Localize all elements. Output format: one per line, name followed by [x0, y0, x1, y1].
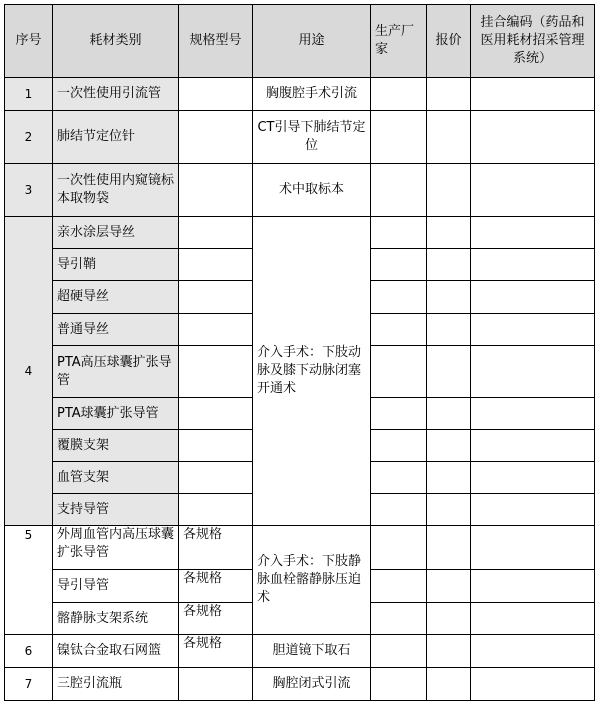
cell-maker: [371, 281, 427, 314]
cell-usage: CT引导下肺结节定位: [253, 111, 371, 164]
cell-category: 镍钛合金取石网篮: [53, 635, 179, 668]
table-row: [5, 111, 595, 164]
cell-maker: [371, 462, 427, 494]
cell-category: 肺结节定位针: [53, 111, 179, 164]
cell-category: 超硬导丝: [53, 281, 179, 314]
cell-price: [427, 494, 471, 526]
cell-category: 导引鞘: [53, 249, 179, 281]
header-price: 报价: [427, 5, 471, 78]
cell-code: [471, 668, 595, 701]
cell-code: [471, 462, 595, 494]
cell-maker: [371, 111, 427, 164]
cell-spec: [179, 281, 253, 314]
cell-category: 支持导管: [53, 494, 179, 526]
cell-maker: [371, 314, 427, 346]
cell-usage: 介入手术：下肢静脉血栓髂静脉压迫术: [253, 526, 371, 635]
cell-maker: [371, 494, 427, 526]
cell-seq: 5: [5, 526, 53, 635]
header-row: [5, 5, 595, 78]
cell-maker: [371, 398, 427, 430]
cell-price: [427, 346, 471, 398]
table-row: [5, 635, 595, 668]
cell-usage: 胆道镜下取石: [253, 635, 371, 668]
cell-maker: [371, 526, 427, 570]
cell-price: [427, 668, 471, 701]
table-row: [5, 164, 595, 217]
cell-spec: 各规格: [179, 526, 253, 570]
cell-spec: [179, 346, 253, 398]
cell-seq: 1: [5, 78, 53, 111]
cell-price: [427, 603, 471, 635]
cell-usage: 介入手术：下肢动脉及膝下动脉闭塞开通术: [253, 217, 371, 526]
cell-code: [471, 281, 595, 314]
header-maker: 生产厂家: [371, 5, 427, 78]
cell-spec: [179, 398, 253, 430]
cell-price: [427, 430, 471, 462]
cell-category: PTA高压球囊扩张导管: [53, 346, 179, 398]
cell-usage: 术中取标本: [253, 164, 371, 217]
cell-spec: [179, 249, 253, 281]
cell-category: 髂静脉支架系统: [53, 603, 179, 635]
cell-spec: [179, 668, 253, 701]
cell-price: [427, 570, 471, 603]
cell-price: [427, 635, 471, 668]
cell-price: [427, 164, 471, 217]
cell-price: [427, 111, 471, 164]
cell-price: [427, 398, 471, 430]
cell-code: [471, 526, 595, 570]
cell-maker: [371, 603, 427, 635]
cell-code: [471, 217, 595, 249]
cell-spec: [179, 430, 253, 462]
cell-price: [427, 314, 471, 346]
cell-code: [471, 346, 595, 398]
cell-maker: [371, 668, 427, 701]
cell-spec: [179, 78, 253, 111]
cell-code: [471, 494, 595, 526]
cell-code: [471, 164, 595, 217]
cell-price: [427, 526, 471, 570]
header-code: 挂合编码（药品和医用耗材招采管理系统）: [471, 5, 595, 78]
cell-maker: [371, 249, 427, 281]
cell-code: [471, 430, 595, 462]
cell-seq: 4: [5, 217, 53, 526]
cell-category: 血管支架: [53, 462, 179, 494]
cell-seq: 2: [5, 111, 53, 164]
cell-category: 覆膜支架: [53, 430, 179, 462]
table-row: [5, 668, 595, 701]
cell-price: [427, 249, 471, 281]
cell-code: [471, 570, 595, 603]
cell-price: [427, 281, 471, 314]
cell-category: 导引导管: [53, 570, 179, 603]
cell-code: [471, 603, 595, 635]
cell-maker: [371, 346, 427, 398]
cell-maker: [371, 217, 427, 249]
cell-price: [427, 78, 471, 111]
header-usage: 用途: [253, 5, 371, 78]
cell-category: 亲水涂层导丝: [53, 217, 179, 249]
cell-code: [471, 314, 595, 346]
cell-category: 普通导丝: [53, 314, 179, 346]
cell-code: [471, 398, 595, 430]
table-row: [5, 526, 595, 570]
cell-maker: [371, 164, 427, 217]
cell-seq: 7: [5, 668, 53, 701]
cell-category: 一次性使用内窥镜标本取物袋: [53, 164, 179, 217]
cell-usage: 胸腹腔手术引流: [253, 78, 371, 111]
header-category: 耗材类别: [53, 5, 179, 78]
cell-code: [471, 111, 595, 164]
table-row: [5, 78, 595, 111]
cell-seq: 6: [5, 635, 53, 668]
cell-maker: [371, 635, 427, 668]
cell-spec: [179, 314, 253, 346]
cell-price: [427, 462, 471, 494]
cell-code: [471, 78, 595, 111]
cell-category: 三腔引流瓶: [53, 668, 179, 701]
cell-seq: 3: [5, 164, 53, 217]
cell-price: [427, 217, 471, 249]
cell-spec: [179, 494, 253, 526]
cell-spec: [179, 462, 253, 494]
cell-spec: [179, 111, 253, 164]
cell-maker: [371, 430, 427, 462]
cell-spec: [179, 217, 253, 249]
cell-category: 外周血管内高压球囊扩张导管: [53, 526, 179, 570]
table-row: [5, 217, 595, 249]
cell-spec: 各规格: [179, 635, 253, 668]
cell-category: 一次性使用引流管: [53, 78, 179, 111]
cell-code: [471, 635, 595, 668]
header-spec: 规格型号: [179, 5, 253, 78]
cell-spec: 各规格: [179, 603, 253, 635]
cell-category: PTA球囊扩张导管: [53, 398, 179, 430]
cell-spec: [179, 164, 253, 217]
procurement-table: [4, 4, 595, 701]
cell-maker: [371, 570, 427, 603]
cell-spec: 各规格: [179, 570, 253, 603]
cell-usage: 胸腔闭式引流: [253, 668, 371, 701]
header-seq: 序号: [5, 5, 53, 78]
cell-code: [471, 249, 595, 281]
cell-maker: [371, 78, 427, 111]
